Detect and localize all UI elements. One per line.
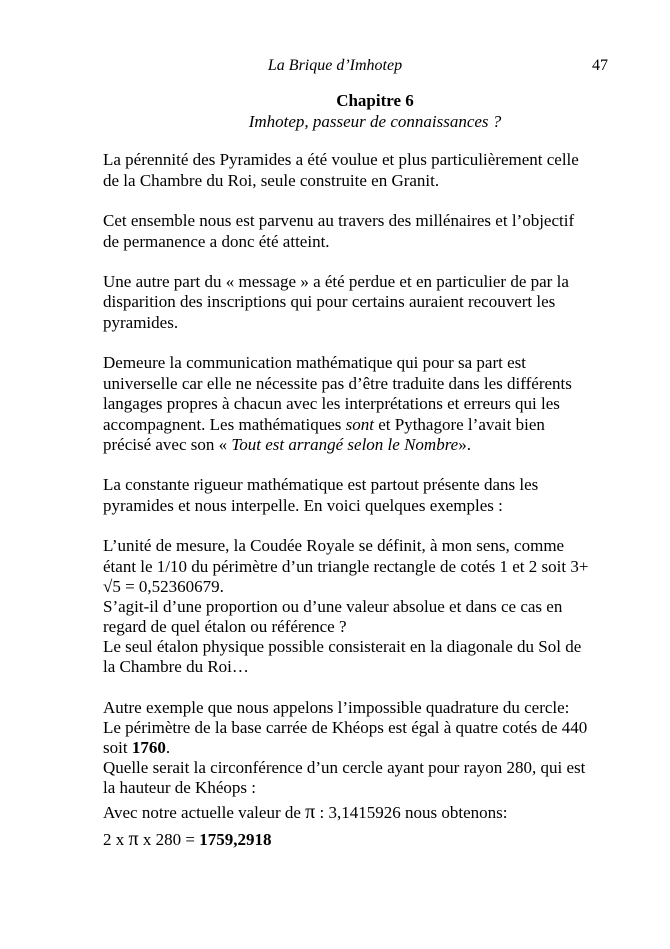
paragraph-6-line-4: S’agit-il d’une proportion ou d’une valeur absolue et dans ce cas en (103, 597, 563, 616)
formula-result: 1759,2918 (199, 830, 272, 849)
line-text: : 3,1415926 nous obtenons: (315, 803, 508, 822)
page-number: 47 (592, 57, 608, 74)
paragraph-3-line-3: pyramides. (103, 313, 179, 332)
line-text: accompagnent. Les mathématiques (103, 415, 346, 434)
paragraph-4-line-2: universelle car elle ne nécessite pas d’être traduite dans les différents (103, 374, 572, 393)
paragraph-6-line-2: étant le 1/10 du périmètre d’un triangle rectangle de cotés 1 et 2 soit 3+ (103, 557, 589, 576)
paragraph-4-line-4 (103, 415, 545, 435)
bold-number: 1760 (131, 738, 166, 757)
paragraph-7-line-2: Le périmètre de la base carrée de Khéops est égal à quatre cotés de 440 (103, 718, 588, 737)
paragraph-6-line-5: regard de quel étalon ou référence ? (103, 617, 347, 636)
formula-part: x 280 = (138, 830, 200, 849)
paragraph-4-line-1: Demeure la communication mathématique qui pour sa part est (103, 353, 526, 372)
paragraph-7-line-1: Autre exemple que nous appelons l’impossible quadrature du cercle: (103, 698, 570, 717)
paragraph-5-line-1: La constante rigueur mathématique est partout présente dans les (103, 475, 539, 494)
paragraph-3-line-1: Une autre part du « message » a été perdue et en particulier de par la (103, 272, 569, 291)
line-text: et Pythagore l’avait bien (373, 415, 545, 434)
formula-line (103, 829, 271, 850)
paragraph-6-line-1: L’unité de mesure, la Coudée Royale se définit, à mon sens, comme (103, 536, 565, 555)
paragraph-7-line-5: la hauteur de Khéops : (103, 778, 256, 797)
paragraph-5-line-2: pyramides et nous interpelle. En voici quelques exemples : (103, 496, 503, 515)
paragraph-1-line-2: de la Chambre du Roi, seule construite en Granit. (103, 171, 440, 190)
paragraph-3-line-2: disparition des inscriptions qui pour certains auraient recouvert les (103, 292, 556, 311)
paragraph-4-line-5 (103, 435, 471, 455)
paragraph-6-line-6: Le seul étalon physique possible consisterait en la diagonale du Sol de (103, 637, 582, 656)
paragraph-6-line-3: √5 = 0,52360679. (103, 577, 224, 596)
running-header-title: La Brique d’Imhotep (267, 57, 403, 74)
paragraph-2-line-1: Cet ensemble nous est parvenu au travers des millénaires et l’objectif (103, 211, 575, 230)
pi-symbol: π (128, 828, 139, 850)
paragraph-2-line-2: de permanence a donc été atteint. (103, 232, 330, 251)
paragraph-7-line-4: Quelle serait la circonférence d’un cercle ayant pour rayon 280, qui est (103, 758, 586, 777)
paragraph-7-line-6 (103, 802, 507, 823)
italic-quote: Tout est arrangé selon le Nombre (231, 435, 459, 454)
chapter-subtitle: Imhotep, passeur de connaissances ? (248, 112, 502, 131)
line-text: précisé avec son « (103, 435, 232, 454)
paragraph-4-line-3: langages propres à chacun avec les interprétations et erreurs qui les (103, 394, 560, 413)
formula-part: 2 x (103, 830, 129, 849)
pi-symbol: π (305, 801, 316, 823)
paragraph-6-line-7: la Chambre du Roi… (103, 657, 249, 676)
italic-word: sont (345, 415, 374, 434)
chapter-title: Chapitre 6 (336, 91, 414, 110)
line-text: soit (103, 738, 132, 757)
paragraph-1-line-1: La pérennité des Pyramides a été voulue et plus particulièrement celle (103, 150, 579, 169)
line-text: Avec notre actuelle valeur de (103, 803, 306, 822)
line-text: . (165, 738, 171, 757)
paragraph-7-line-3 (103, 738, 170, 758)
line-text: ». (458, 435, 471, 454)
